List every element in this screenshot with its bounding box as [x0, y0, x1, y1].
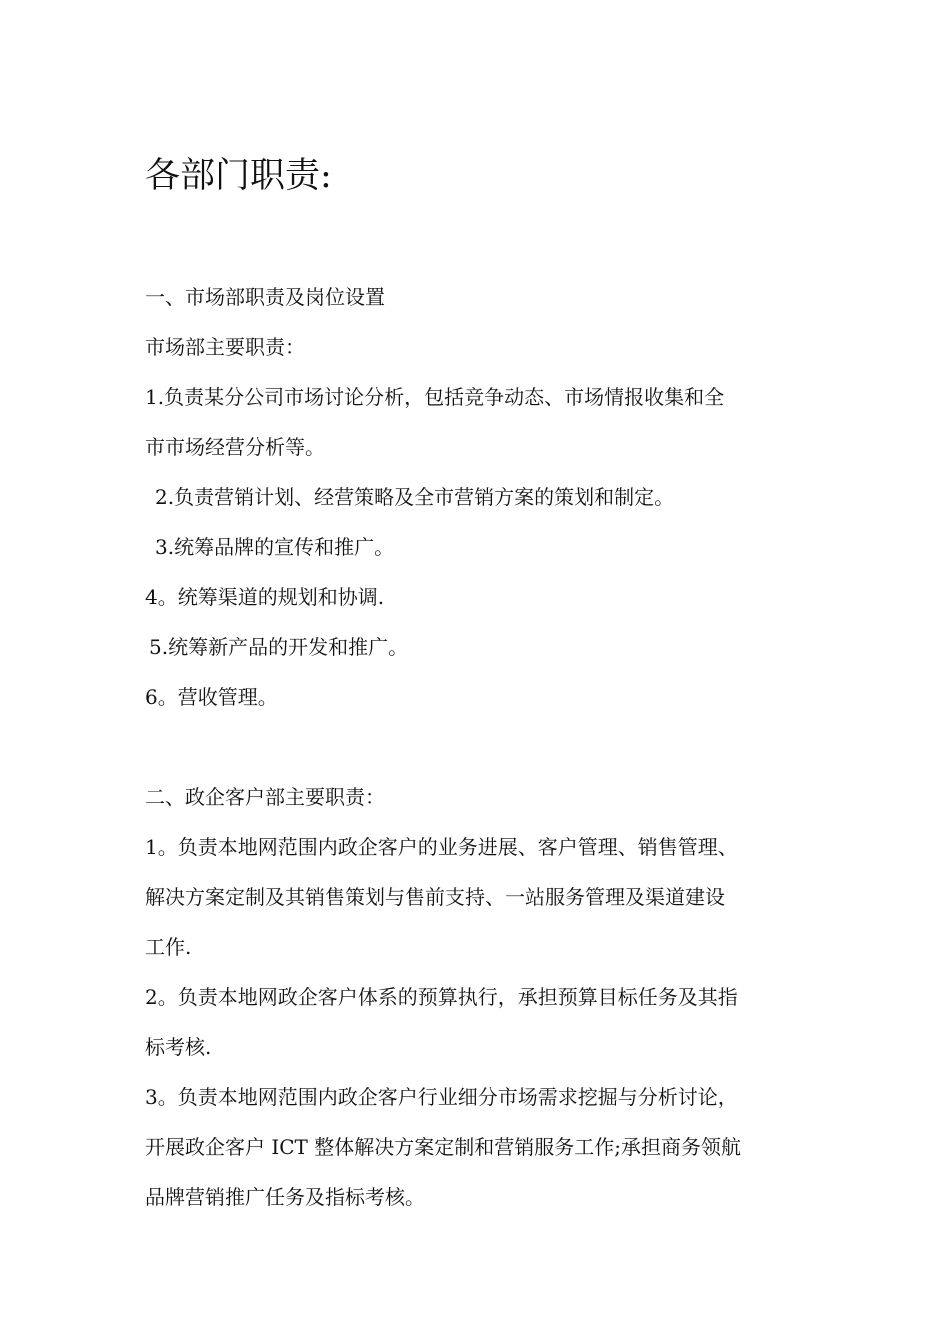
marketing-duty-4: 4。统筹渠道的规划和协调. — [145, 585, 385, 609]
marketing-duty-5: 5.统筹新产品的开发和推广。 — [149, 635, 409, 659]
gov-duty-2-line-2: 标考核. — [145, 1035, 212, 1059]
marketing-duty-1-line-1: 1.负责某分公司市场讨论分析，包括竞争动态、市场情报收集和全 — [145, 385, 725, 409]
marketing-duty-3: 3.统筹品牌的宣传和推广。 — [155, 535, 395, 559]
gov-duty-1-line-1: 1。负责本地网范围内政企客户的业务进展、客户管理、销售管理、 — [145, 835, 738, 859]
gov-duty-3-line-2: 开展政企客户 ICT 整体解决方案定制和营销服务工作;承担商务领航 — [145, 1135, 741, 1159]
gov-duty-3-line-1: 3。负责本地网范围内政企客户行业细分市场需求挖掘与分析讨论， — [145, 1085, 738, 1109]
gov-duty-1-line-2: 解决方案定制及其销售策划与售前支持、一站服务管理及渠道建设 — [145, 885, 725, 909]
gov-duty-3-line-3: 品牌营销推广任务及指标考核。 — [145, 1185, 425, 1209]
section-subheading-marketing: 市场部主要职责： — [145, 335, 305, 359]
section-spacer — [145, 722, 815, 772]
marketing-duty-2: 2.负责营销计划、经营策略及全市营销方案的策划和制定。 — [155, 485, 675, 509]
gov-duty-2-line-1: 2。负责本地网政企客户体系的预算执行，承担预算目标任务及其指 — [145, 985, 738, 1009]
document-title: 各部门职责: — [145, 156, 332, 196]
gov-duty-1-line-3: 工作. — [145, 935, 192, 959]
document-body — [145, 150, 815, 1222]
marketing-duty-6: 6。营收管理。 — [145, 685, 278, 709]
section-heading-marketing: 一、市场部职责及岗位设置 — [145, 285, 385, 309]
marketing-duty-1-line-2: 市市场经营分析等。 — [145, 435, 325, 459]
section-heading-government-enterprise: 二、政企客户部主要职责： — [145, 785, 385, 809]
